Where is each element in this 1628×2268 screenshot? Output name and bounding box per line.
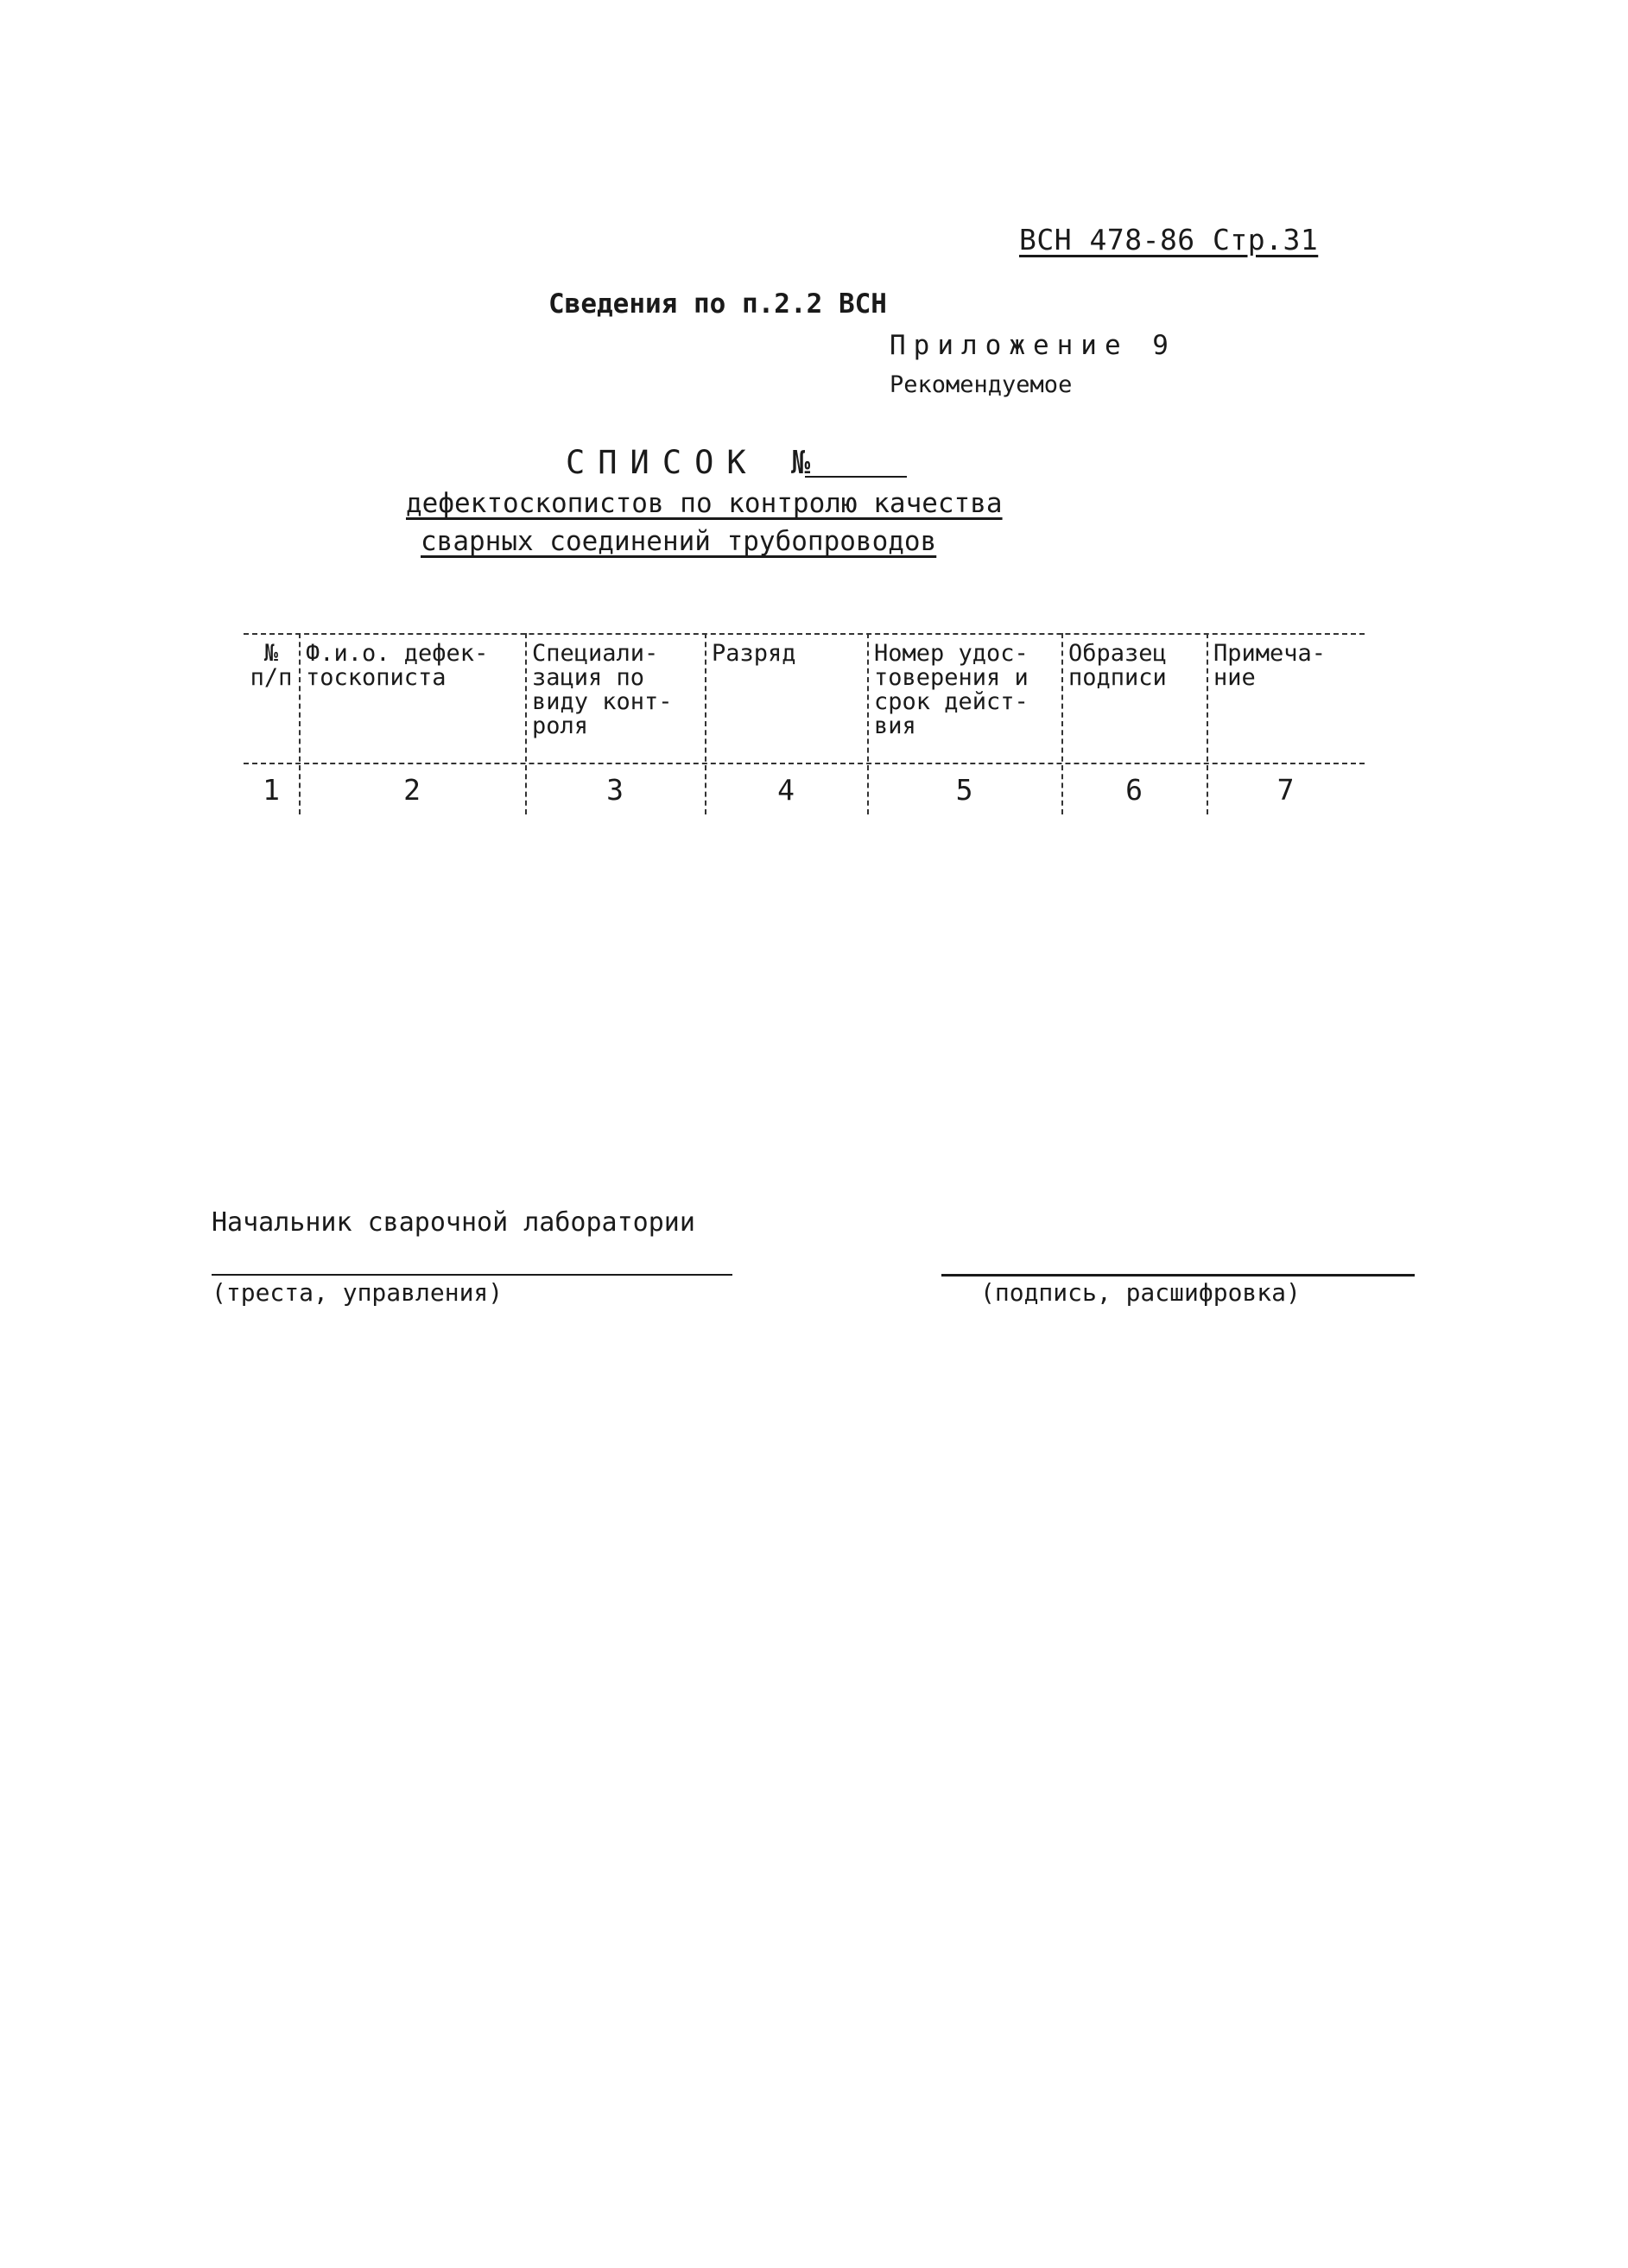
list-title: СПИСОК № [566,444,824,481]
info-reference: Сведения по п.2.2 ВСН [548,288,887,320]
recommended-label: Рекомендуемое [890,371,1073,398]
table-header-full-name: Ф.и.о. дефек- тоскописта [306,640,489,691]
table-header-divider [244,763,1365,764]
table-column-number: 2 [403,773,421,807]
table-column-number: 3 [606,773,624,807]
table-header-signature-sample: Образец подписи [1068,640,1167,691]
table-column-number: 6 [1125,773,1143,807]
table-column-number: 1 [263,773,280,807]
appendix-label: Приложение 9 [890,330,1176,361]
signature-caption: (подпись, расшифровка) [980,1278,1301,1307]
table-header-grade: Разряд [712,640,796,667]
trust-caption: (треста, управления) [212,1278,504,1307]
table-column-number: 7 [1276,773,1295,807]
list-subtitle-line-2: сварных соединений трубопроводов [421,526,937,557]
list-number-blank [805,476,907,478]
lab-chief-label: Начальник сварочной лаборатории [212,1207,695,1238]
table-header-specialization: Специали- зация по виду конт- роля [532,640,673,739]
document-code: ВСН 478-86 Стр.31 [1019,223,1319,257]
list-subtitle-line-1: дефектоскопистов по контролю качества [406,488,1003,519]
signature-line [941,1274,1415,1277]
table-column-number: 5 [955,773,973,807]
table-header-number: № п/п [250,640,293,691]
table-top-border [244,633,1365,635]
specialists-table [244,633,1365,814]
table-header-certificate: Номер удос- товерения и срок дейст- вия [874,640,1029,739]
trust-line [212,1274,732,1276]
table-header-note: Примеча- ние [1213,640,1327,691]
table-column-number: 4 [777,773,795,807]
